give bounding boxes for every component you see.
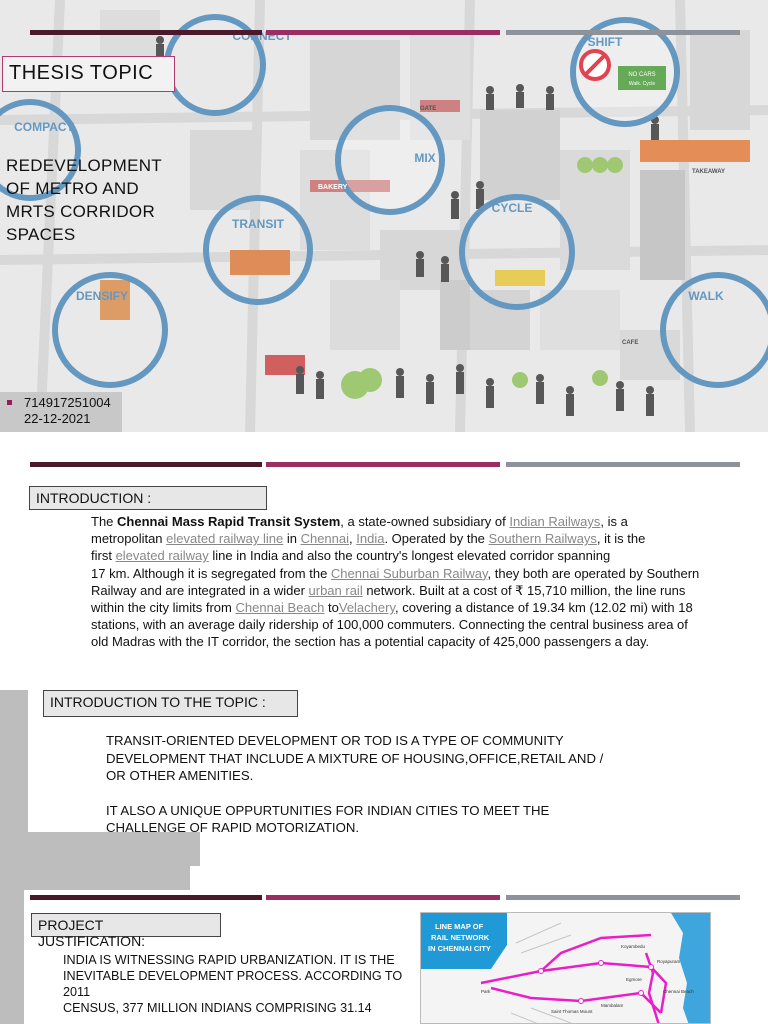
section-bar-grey (506, 462, 740, 467)
link-chennai-suburban-railway[interactable]: Chennai Suburban Railway (330, 565, 488, 581)
map-title-3: IN CHENNAI CITY (428, 944, 491, 953)
hero-bar-magenta (266, 30, 500, 35)
svg-text:Park: Park (481, 989, 491, 994)
section3-bar-maroon (30, 895, 262, 900)
side-grey-block (0, 690, 28, 832)
section3-bar-magenta (266, 895, 500, 900)
side-grey-block-2 (0, 832, 200, 866)
introduction-paragraph: The Chennai Mass Rapid Transit System, a state-owned subsidiary of Indian Railways, is a metropolitan elevated railway line in Chennai, India. Operated by the Southern Railways, it is the first elevated railway line in India and also the country's longest elevated corridor spanning 17 km. Although it is segregated from the Chennai Suburban Railway, they both are operated by Southern Railway and are integrated in a wider urban rail network. Built at a cost of ₹ 15,710 million, the line runs within the city limits from Chennai Beach toVelachery, covering a distance of 19.34 km (12.02 mi) with 18 stations, with an average daily ridership of 100,000 commuters. Connecting the central business area of old Madras with the IT corridor, the section has a potential capacity of 425,000 passengers a day. (91, 514, 700, 650)
justification-text: INDIA IS WITNESSING RAPID URBANIZATION. IT IS THE INEVITABLE DEVELOPMENT PROCESS. ACCORDING TO 2011 CENSUS, 377 MILLION INDIANS COMPRISING 31.14 (63, 953, 403, 1015)
svg-text:Saint Thomas Mount: Saint Thomas Mount (551, 1009, 593, 1014)
link-elevated-railway[interactable]: elevated railway (115, 548, 209, 564)
rail-map-graphic (421, 913, 711, 1024)
link-urban-rail[interactable]: urban rail (308, 582, 363, 598)
justification-label: PROJECT JUSTIFICATION: (31, 913, 221, 937)
link-chennai-beach[interactable]: Chennai Beach (235, 600, 325, 616)
date: 22-12-2021 (24, 411, 91, 426)
svg-text:Mambalam: Mambalam (601, 1003, 624, 1008)
map-title-2: RAIL NETWORK (431, 933, 490, 942)
link-chennai[interactable]: Chennai (300, 531, 350, 547)
thesis-title: REDEVELOPMENT OF METRO AND MRTS CORRIDOR SPACES (6, 156, 162, 244)
map-title-1: LINE MAP OF (435, 922, 484, 931)
link-elevated-railway-line[interactable]: elevated railway line (166, 531, 284, 547)
hero-bar-grey (506, 30, 740, 35)
topic-text: TRANSIT-ORIENTED DEVELOPMENT OR TOD IS A TYPE OF COMMUNITY DEVELOPMENT THAT INCLUDE A MIXTURE OF HOUSING,OFFICE,RETAIL AND / OR OTHER AMENITIES. IT ALSO A UNIQUE OPPURTUNITIES FOR INDIAN CITIES TO MEET THE CHALLENGE OF RAPID MOTORIZATION. (106, 733, 604, 835)
rail-map (420, 912, 711, 1024)
section3-bar-grey (506, 895, 740, 900)
side-grey-block-3 (0, 866, 190, 890)
svg-text:Egmore: Egmore (626, 977, 642, 982)
link-southern-railways[interactable]: Southern Railways (488, 531, 597, 547)
side-grey-block-4 (0, 890, 24, 1024)
topic-label: INTRODUCTION TO THE TOPIC : (43, 690, 298, 717)
link-velachery[interactable]: Velachery (338, 600, 395, 616)
link-indian-railways[interactable]: Indian Railways (509, 514, 601, 529)
hero-illustration (0, 0, 768, 432)
svg-text:Chennai Beach: Chennai Beach (663, 989, 694, 994)
bullet-icon (7, 400, 12, 405)
section-bar-magenta (266, 462, 500, 467)
svg-text:Koyambedu: Koyambedu (621, 944, 646, 949)
id-number: 714917251004 (24, 395, 111, 410)
meta-info (0, 392, 122, 432)
link-india[interactable]: India (356, 531, 385, 547)
section-bar-maroon (30, 462, 262, 467)
introduction-label: INTRODUCTION : (29, 486, 267, 510)
hero-bar-maroon (30, 30, 262, 35)
thesis-topic-label: THESIS TOPIC (2, 56, 175, 92)
svg-text:Royapuram: Royapuram (657, 959, 681, 964)
